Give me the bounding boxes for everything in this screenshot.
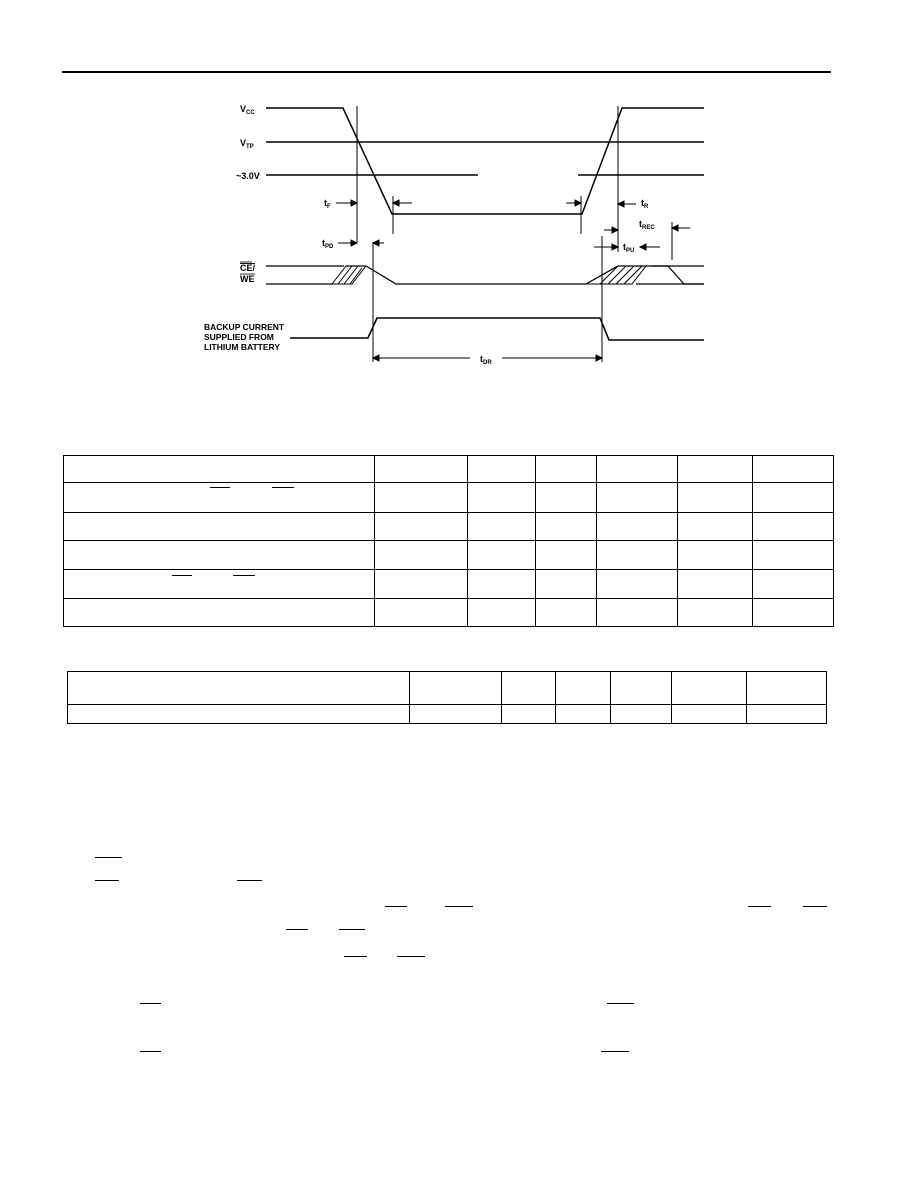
table-cell <box>678 541 753 570</box>
table-cell <box>409 705 502 724</box>
table-cell <box>678 599 753 627</box>
table-cell <box>678 456 753 483</box>
backup-current-label-1: BACKUP CURRENT <box>204 322 285 332</box>
hatch-line <box>616 266 634 284</box>
table-cell <box>753 599 834 627</box>
tpd-label: $t_{PD}$ <box>322 238 334 250</box>
table-cell <box>68 672 410 705</box>
backup-current-label-3: LITHIUM BATTERY <box>204 342 281 352</box>
note-overline <box>140 1003 161 1004</box>
table-overline <box>172 575 192 576</box>
table-cell <box>672 705 747 724</box>
vcc-label: $V_{CC}$ <box>240 104 255 116</box>
tr-label: $t_R$ <box>641 198 649 210</box>
table-cell <box>753 513 834 541</box>
backup-current-label-2: SUPPLIED FROM <box>204 332 274 342</box>
table-cell <box>678 483 753 513</box>
table-cell <box>374 570 468 599</box>
ce-we-label-bottom: WE <box>240 274 255 284</box>
table-cell <box>468 483 536 513</box>
ce-we-label-top: CE/ <box>240 263 256 273</box>
table-cell <box>64 513 375 541</box>
table-cell <box>597 541 678 570</box>
v30-label: ~3.0V <box>236 171 260 181</box>
table-cell <box>611 705 672 724</box>
note-overline <box>95 857 122 858</box>
note-overline <box>95 880 119 881</box>
table-cell <box>468 541 536 570</box>
table-cell <box>556 672 611 705</box>
table-cell <box>468 599 536 627</box>
note-overline <box>601 1051 629 1052</box>
table-cell <box>597 599 678 627</box>
table-overline <box>272 487 294 488</box>
table-cell <box>536 570 597 599</box>
table-cell <box>753 483 834 513</box>
tdr-label: $t_{DR}$ <box>480 354 492 366</box>
table-cell <box>374 483 468 513</box>
note-overline <box>140 1051 161 1052</box>
table-cell <box>536 599 597 627</box>
trec-label: $t_{REC}$ <box>639 219 655 231</box>
tr-arrowhead <box>618 201 624 207</box>
table-cell <box>536 513 597 541</box>
capacitance-table <box>67 671 827 724</box>
ce-we-fall <box>346 266 704 284</box>
vtp-label: $V_{TP}$ <box>240 138 254 150</box>
power-down-timing-diagram <box>0 0 918 400</box>
table-overline <box>210 487 230 488</box>
tpd-arrowhead-right <box>373 240 379 246</box>
table-cell <box>678 513 753 541</box>
table-cell <box>753 456 834 483</box>
table-cell <box>597 513 678 541</box>
table-cell <box>678 570 753 599</box>
backup-current-waveform <box>290 318 704 340</box>
trec-arrowhead-left <box>612 227 618 233</box>
note-overline <box>445 906 473 907</box>
table-cell <box>753 570 834 599</box>
table-cell <box>468 456 536 483</box>
tdr-arrowhead-right <box>596 355 602 361</box>
note-overline <box>286 929 308 930</box>
table-row <box>64 570 834 599</box>
tf-arrowhead-right <box>393 200 399 206</box>
table-row <box>64 599 834 627</box>
table-cell <box>64 541 375 570</box>
table-row <box>64 483 834 513</box>
table-overline <box>233 575 255 576</box>
note-overline <box>748 906 771 907</box>
note-overline <box>607 1003 634 1004</box>
timing-table <box>63 455 834 627</box>
table-cell <box>64 570 375 599</box>
table-cell <box>374 599 468 627</box>
table-row <box>68 705 827 724</box>
ce-we-pulse <box>652 266 704 284</box>
table-cell <box>64 599 375 627</box>
note-overline <box>397 956 425 957</box>
table-cell <box>747 672 827 705</box>
note-overline <box>339 929 365 930</box>
table-cell <box>502 672 556 705</box>
table-cell <box>536 456 597 483</box>
table-cell <box>374 456 468 483</box>
table-cell <box>68 705 410 724</box>
hatch-line <box>608 266 626 284</box>
tf-arrowhead <box>351 200 357 206</box>
table-row <box>64 541 834 570</box>
tpd-arrowhead <box>351 240 357 246</box>
table-cell <box>556 705 611 724</box>
table-cell <box>597 483 678 513</box>
table-cell <box>597 456 678 483</box>
note-overline <box>803 906 827 907</box>
hatch-line <box>350 268 362 284</box>
vcc-waveform <box>266 108 704 214</box>
trec-arrowhead-right <box>672 225 678 231</box>
table-header-row <box>64 456 834 483</box>
note-overline <box>237 880 262 881</box>
table-cell <box>611 672 672 705</box>
hatch-line <box>338 266 352 284</box>
table-cell <box>468 570 536 599</box>
table-cell <box>672 672 747 705</box>
table-cell <box>64 456 375 483</box>
table-cell <box>409 672 502 705</box>
hatch-line <box>344 266 358 284</box>
tpu-label: $t_{PU}$ <box>623 242 635 254</box>
tdr-arrowhead-left <box>373 355 379 361</box>
tr-arrowhead-left <box>575 200 581 206</box>
table-header-row <box>68 672 827 705</box>
table-cell <box>502 705 556 724</box>
table-cell <box>374 541 468 570</box>
table-cell <box>747 705 827 724</box>
table-cell <box>597 570 678 599</box>
note-overline <box>385 906 407 907</box>
tpu-arrowhead-left <box>612 244 618 250</box>
table-cell <box>536 483 597 513</box>
table-cell <box>374 513 468 541</box>
table-cell <box>536 541 597 570</box>
table-row <box>64 513 834 541</box>
note-overline <box>344 956 367 957</box>
table-cell <box>468 513 536 541</box>
tf-label: $t_F$ <box>324 198 331 210</box>
tpu-arrowhead-right <box>640 244 646 250</box>
table-cell <box>753 541 834 570</box>
